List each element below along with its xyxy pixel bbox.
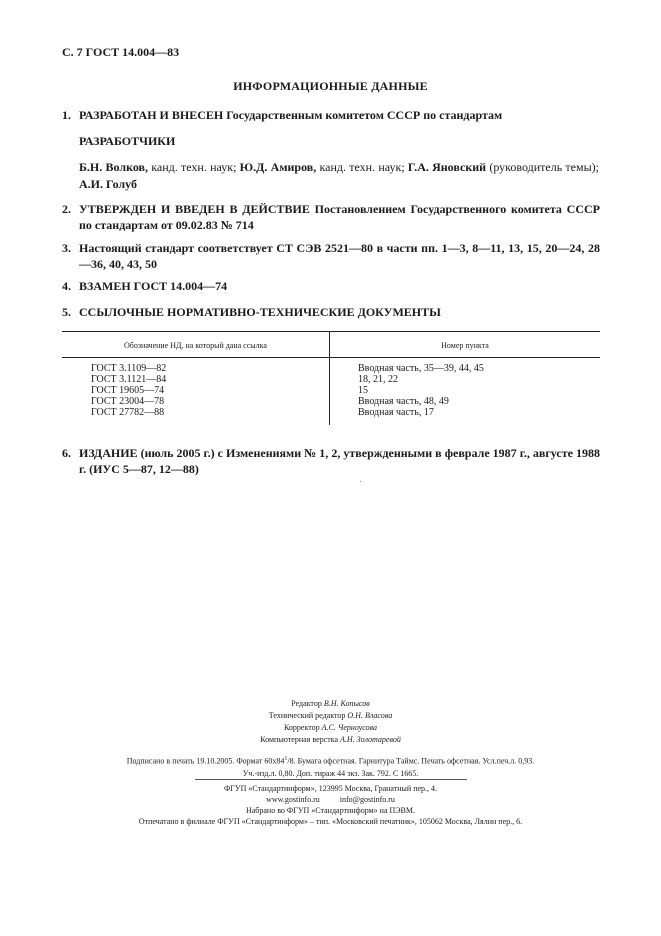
section-4: [62, 279, 227, 294]
developer-degree: канд. техн. наук;: [148, 160, 240, 174]
table-row: [91, 407, 164, 418]
table-cell-document: ГОСТ 23004—78: [91, 396, 165, 407]
print-info-line-1: [0, 753, 661, 768]
table-row: [358, 385, 368, 396]
section-6-number: 6.: [62, 446, 71, 460]
credit-name: О.Н. Власова: [347, 711, 393, 720]
table-cell-item: Вводная часть, 35—39, 44, 45: [358, 363, 484, 374]
format-fraction-numerator: 1: [284, 756, 288, 762]
section-3-number: 3.: [62, 241, 71, 255]
table-cell-item: Вводная часть, 48, 49: [358, 396, 449, 407]
credit-role: Технический редактор: [268, 711, 346, 720]
table-row: [358, 374, 398, 385]
credit-line: [0, 734, 661, 746]
section-5-text: ССЫЛОЧНЫЕ НОРМАТИВНО-ТЕХНИЧЕСКИЕ ДОКУМЕНТЫ: [79, 305, 441, 319]
page-title: ИНФОРМАЦИОННЫЕ ДАННЫЕ: [233, 79, 428, 93]
table-header-rule: [62, 357, 600, 358]
section-6-text: ИЗДАНИЕ (июль 2005 г.) с Изменениями № 1, 2, утвержденными в феврале 1987 г., августе 1988 г. (ИУС 5—87, 12—88): [79, 446, 600, 476]
table-top-rule: [62, 331, 600, 332]
table-cell-item: Вводная часть, 17: [358, 407, 434, 418]
developer-degree: канд. техн. наук;: [316, 160, 408, 174]
stray-dot: [360, 481, 361, 482]
credit-name: В.Н. Копысов: [323, 699, 370, 708]
developer-name: Б.Н. Волков,: [79, 160, 149, 174]
credit-line: [0, 722, 661, 734]
imprint-divider: [195, 779, 467, 780]
table-row: [358, 407, 434, 418]
developers-list: [79, 159, 599, 193]
table-cell-document: ГОСТ 3.1109—82: [91, 363, 167, 374]
credit-name: А.Н. Золотаревой: [340, 735, 401, 744]
table-row: [91, 374, 166, 385]
publisher-imprint: [0, 783, 661, 827]
table-header-document: Обозначение НД, на который дана ссылка: [124, 341, 267, 350]
imprint-line: ФГУП «Стандартинформ», 123995 Москва, Гранатный пер., 4.: [223, 784, 438, 793]
credit-line: [0, 710, 661, 722]
print-info: [0, 753, 661, 780]
section-5-number: 5.: [62, 305, 71, 319]
table-header-item: Номер пункта: [441, 341, 489, 350]
credits: [0, 698, 661, 746]
imprint-line: Отпечатано в филиале ФГУП «Стандартинформ» – тип. «Московский печатник», 105062 Москва, Лялин пер., 6.: [138, 817, 523, 826]
table-row: [91, 396, 164, 407]
developer-name: А.И. Голуб: [79, 177, 137, 191]
table-cell-item: 15: [358, 385, 368, 396]
credit-role: Редактор: [291, 699, 322, 708]
table-cell-item: 18, 21, 22: [358, 374, 398, 385]
credit-role: Компьютерная верстка: [260, 735, 339, 744]
table-cell-document: ГОСТ 27782—88: [91, 407, 165, 418]
developer-name: Ю.Д. Амиров,: [239, 160, 317, 174]
section-6: [62, 445, 600, 477]
developer-role: (руководитель темы);: [486, 160, 599, 174]
section-1-number: 1.: [62, 108, 71, 122]
format-fraction-denominator: /8: [287, 756, 294, 766]
table-cell-document: ГОСТ 19605—74: [91, 385, 165, 396]
developer-name: Г.А. Яновский: [407, 160, 487, 174]
section-5: [62, 305, 441, 320]
credit-name: А.С. Черноусова: [321, 723, 378, 732]
table-row: [91, 385, 164, 396]
section-1: [62, 108, 502, 123]
section-1-text: РАЗРАБОТАН И ВНЕСЕН Государственным комитетом СССР по стандартам: [79, 108, 503, 122]
credit-role: Корректор: [283, 723, 320, 732]
imprint-line: www.gostinfo.ru info@gostinfo.ru: [266, 795, 395, 804]
table-cell-document: ГОСТ 3.1121—84: [91, 374, 167, 385]
table-row: [358, 363, 484, 374]
section-3: [62, 240, 600, 272]
section-4-number: 4.: [62, 279, 71, 293]
section-3-text: Настоящий стандарт соответствует СТ СЭВ 2521—80 в части пп. 1—3, 8—11, 13, 15, 20—24, 28—36, 40, 43, 50: [79, 241, 600, 271]
section-2-number: 2.: [62, 202, 71, 216]
imprint-line: Набрано во ФГУП «Стандартинформ» на ПЭВМ.: [245, 806, 416, 815]
section-4-text: ВЗАМЕН ГОСТ 14.004—74: [79, 279, 228, 293]
table-row: [358, 396, 449, 407]
section-2-text: УТВЕРЖДЕН И ВВЕДЕН В ДЕЙСТВИЕ Постановлением Государственного комитета СССР по стандартам от 09.02.83 № 714: [79, 202, 600, 232]
section-2: [62, 201, 600, 233]
print-info-text: . Бумага офсетная. Гарнитура Таймс. Печать офсетная. Усл.печ.л. 0,93.: [293, 756, 535, 766]
page-header: С. 7 ГОСТ 14.004—83: [62, 45, 180, 59]
print-info-text: Подписано в печать 19.10.2005. Формат 60x84: [126, 756, 285, 766]
table-row: [91, 363, 166, 374]
developers-heading: РАЗРАБОТЧИКИ: [79, 134, 176, 148]
credit-line: [0, 698, 661, 710]
print-info-line-2: Уч.-изд.л. 0,80. Доп. тираж 44 экз. Зак. 792. С 1665.: [242, 768, 419, 778]
